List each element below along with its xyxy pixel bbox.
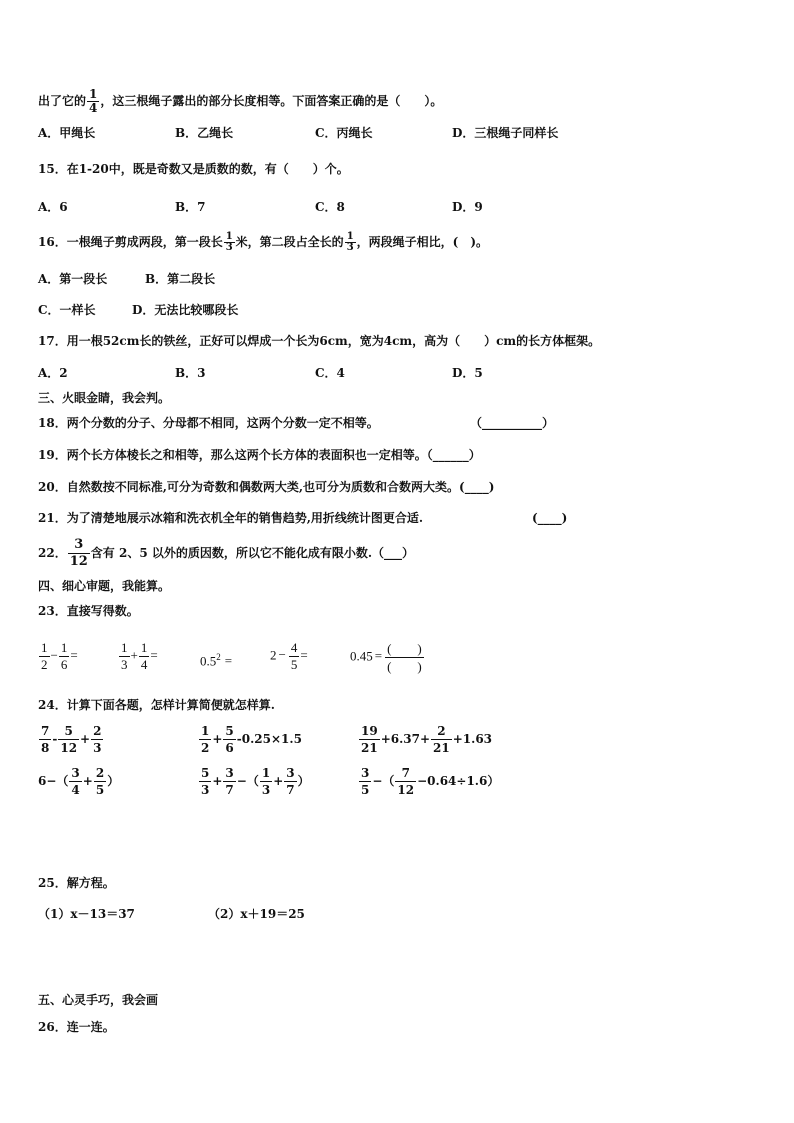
q22-text-body: 含有 2、5 以外的质因数，所以它不能化成有限小数.（___）	[90, 546, 415, 560]
q23-e4-eq: =	[300, 647, 308, 663]
q24-r2c3-d: 12	[397, 783, 415, 797]
q24-r1c3-f1	[359, 723, 380, 756]
q24-text: 24．计算下面各题，怎样计算简便就怎样算.	[38, 698, 275, 712]
q15-option-a: A．6	[38, 200, 68, 214]
q23-e4-whole: 2	[270, 647, 277, 663]
q24-r2c2-f3	[260, 765, 272, 798]
q24-r2c1-a: 3	[71, 766, 80, 780]
q16-f1-num: 1	[225, 231, 233, 242]
q24-r2c2-f4	[284, 765, 296, 798]
q18-text: 18．两个分数的分子、分母都不相同，这两个分数一定不相等。	[38, 416, 379, 430]
q24-r2c2-op2: +	[273, 774, 284, 788]
q17-option-d: D．5	[452, 366, 483, 380]
q22-fraction-num: 3	[74, 537, 84, 552]
q24-expr-r1c3	[358, 723, 492, 756]
q19-text: 19．两个长方体棱长之和相等，那么这两个长方体的表面积也一定相等。（______）	[38, 448, 481, 462]
q24-r1c1-c: 5	[64, 724, 73, 738]
q23-expr-5	[350, 640, 425, 675]
section-3-heading: 三、火眼金睛，我会判。	[38, 391, 171, 405]
q16-option-c: C．一样长	[38, 303, 96, 317]
q24-r1c3-d: 21	[433, 741, 450, 755]
q24-r1c2-op1: +	[212, 732, 223, 746]
q24-r1c3-tail: +1.63	[452, 732, 493, 746]
q23-expr-2	[118, 640, 158, 673]
q16-text	[38, 232, 488, 253]
q14-text-pre: 出了它的	[38, 94, 87, 108]
q16-option-a: A．第一段长	[38, 272, 108, 286]
q23-e1-c: 1	[60, 640, 68, 655]
q24-r2c2-b: 3	[201, 783, 210, 797]
q22-fraction	[68, 537, 90, 570]
q24-r1c1-f3	[91, 723, 103, 756]
q24-r1c3-b: 21	[361, 741, 378, 755]
q24-r2c1-c: 2	[95, 766, 105, 780]
q23-e2-frac-a	[119, 640, 130, 673]
q23-e2-op: +	[130, 647, 138, 663]
q24-r1c1-a: 7	[41, 724, 50, 738]
section-4-heading: 四、细心审题，我能算。	[38, 579, 171, 593]
q16-option-b: B．第二段长	[145, 272, 216, 286]
q16-text-a: 16．一根绳子剪成两段，第一段长	[38, 235, 223, 249]
q16-text-c: ，两段绳子相比，( )。	[356, 235, 489, 249]
q15-text: 15．在1-20中，既是奇数又是质数的数，有（ ）个。	[38, 162, 349, 176]
q16-option-d: D．无法比较哪段长	[132, 303, 239, 317]
q23-expr-3	[200, 649, 232, 669]
q18-answer-blank: （__________）	[470, 416, 555, 430]
q24-r2c1-b: 4	[71, 783, 80, 797]
q24-r1c3-a: 19	[361, 724, 378, 738]
q22-label: 22．	[38, 546, 67, 560]
q14-fraction-den: 4	[89, 101, 98, 115]
q24-r2c3-a: 3	[361, 766, 370, 780]
q24-expr-r2c2	[198, 765, 310, 798]
q16-fraction-1	[224, 232, 235, 253]
q24-r2c3-f2	[395, 765, 416, 798]
q24-r2c1-f2	[94, 765, 106, 798]
q24-r2c3-tail: −0.64÷1.6）	[417, 774, 500, 788]
q24-expr-r1c1	[38, 723, 104, 756]
q23-e1-frac-b	[59, 640, 70, 673]
q23-e5-den-blank[interactable]: ( )	[387, 659, 422, 674]
section-5-heading: 五、心灵手巧，我会画	[38, 993, 159, 1007]
q16-fraction-2	[345, 232, 356, 253]
q23-e4-frac	[289, 640, 300, 673]
q24-r1c3-c: 2	[437, 724, 446, 738]
q23-expr-4	[270, 640, 308, 673]
q24-r1c1-op2: +	[80, 732, 91, 746]
q22-text	[38, 537, 414, 570]
q21-text: 21．为了清楚地展示冰箱和洗衣机全年的销售趋势,用折线统计图更合适.	[38, 511, 424, 525]
q23-expr-1	[38, 640, 78, 673]
q24-r2c2-d: 7	[225, 783, 234, 797]
q24-r1c2-f1	[199, 723, 211, 756]
q23-e3-exp: 2	[216, 652, 221, 662]
q23-e1-eq: =	[70, 647, 78, 663]
q23-e5-eq: =	[374, 648, 383, 664]
q22-fraction-den: 12	[69, 554, 88, 569]
q23-e2-eq: =	[150, 647, 158, 663]
q24-r2c1-pre: 6−（	[38, 774, 69, 788]
q24-expr-r1c2	[198, 723, 302, 756]
q15-option-b: B．7	[175, 200, 206, 214]
q23-e5-frac[interactable]	[385, 640, 424, 675]
q23-e1-a: 1	[41, 640, 48, 655]
q14-fraction-num: 1	[89, 87, 98, 101]
q23-e5-value: 0.45	[350, 648, 373, 664]
q15-option-c: C．8	[315, 200, 345, 214]
q24-r2c1-post: ）	[107, 774, 120, 788]
q24-r2c2-f1	[199, 765, 211, 798]
q23-e3-base: 0.5	[200, 653, 217, 669]
q24-r2c2-post: ）	[297, 774, 310, 788]
q15-option-d: D．9	[452, 200, 483, 214]
q16-f2-num: 1	[346, 231, 354, 242]
q25-text: 25．解方程。	[38, 876, 115, 890]
q14-option-d: D．三根绳子同样长	[452, 126, 559, 140]
q16-f1-den: 3	[225, 242, 233, 253]
q24-r2c2-mid: −（	[236, 774, 259, 788]
q24-r2c2-g: 3	[286, 766, 295, 780]
q24-r2c3-b: 5	[361, 783, 370, 797]
q24-r1c3-mid: +6.37+	[380, 732, 431, 746]
q24-r1c2-d: 6	[225, 741, 234, 755]
q26-text: 26．连一连。	[38, 1020, 115, 1034]
q23-e1-b: 2	[41, 657, 48, 672]
q16-f2-den: 3	[346, 242, 354, 253]
q14-continuation	[38, 88, 442, 115]
q24-r1c1-b: 8	[41, 741, 50, 755]
q16-text-b: 米，第二段占全长的	[235, 235, 344, 249]
q23-e2-b: 3	[121, 657, 128, 672]
q14-text-post: ，这三根绳子露出的部分长度相等。下面答案正确的是（ ）。	[100, 94, 443, 108]
q24-r1c1-f: 3	[93, 741, 102, 755]
q23-e2-c: 1	[140, 640, 148, 655]
q17-option-b: B．3	[175, 366, 206, 380]
q24-r1c2-b: 2	[201, 741, 210, 755]
q14-option-c: C．丙绳长	[315, 126, 373, 140]
q24-r2c1-op: +	[82, 774, 93, 788]
q14-fraction	[87, 88, 99, 115]
q23-e4-d: 5	[290, 657, 298, 672]
q17-option-a: A．2	[38, 366, 68, 380]
q24-r2c3-f1	[359, 765, 371, 798]
q24-r1c1-f1	[39, 723, 51, 756]
q24-r2c2-a: 5	[201, 766, 210, 780]
q23-e4-op: −	[278, 647, 286, 663]
q24-expr-r2c1	[38, 765, 119, 798]
q24-r2c3-c: 7	[401, 766, 410, 780]
q23-e3-eq: =	[224, 653, 233, 669]
q24-r2c3-mid: −（	[372, 774, 395, 788]
q25-equation-2: （2）x＋19＝25	[208, 907, 305, 921]
q24-r1c2-c: 5	[225, 724, 234, 738]
q24-expr-r2c3	[358, 765, 499, 798]
q24-r2c2-e: 1	[261, 766, 271, 780]
q17-text: 17．用一根52cm长的铁丝，正好可以焊成一个长为6cm，宽为4cm，高为（ ）cm的长方体框架。	[38, 334, 601, 348]
q24-r2c2-f2	[223, 765, 235, 798]
q23-e4-n: 4	[290, 640, 298, 655]
q23-e1-op: −	[50, 647, 58, 663]
q21-answer-blank: (____)	[532, 511, 568, 525]
q24-r1c3-f2	[431, 723, 452, 756]
q24-r2c2-f: 3	[261, 783, 271, 797]
q24-r2c2-c: 3	[225, 766, 234, 780]
q24-r1c1-op1: -	[52, 732, 58, 746]
q24-r1c1-d: 12	[60, 741, 78, 755]
q24-r1c2-tail: -0.25×1.5	[236, 732, 302, 746]
q14-option-a: A．甲绳长	[38, 126, 96, 140]
q23-e1-d: 6	[60, 657, 68, 672]
q23-e5-num-blank[interactable]: ( )	[387, 641, 422, 656]
q24-r1c2-a: 1	[201, 724, 210, 738]
q24-r1c2-f2	[223, 723, 235, 756]
q25-equation-1: （1）x－13＝37	[38, 907, 135, 921]
q23-e2-a: 1	[121, 640, 128, 655]
q24-r2c1-f1	[69, 765, 81, 798]
q14-option-b: B．乙绳长	[175, 126, 234, 140]
q23-text: 23．直接写得数。	[38, 604, 139, 618]
q24-r2c2-h: 7	[286, 783, 295, 797]
q23-e2-frac-b	[139, 640, 150, 673]
q20-text: 20．自然数按不同标准,可分为奇数和偶数两大类,也可分为质数和合数两大类。(____)	[38, 480, 495, 494]
q23-e1-frac-a	[39, 640, 50, 673]
q23-e2-d: 4	[140, 657, 148, 672]
q24-r1c1-f2	[58, 723, 79, 756]
q24-r1c1-e: 2	[93, 724, 102, 738]
q24-r2c1-d: 5	[95, 783, 105, 797]
q17-option-c: C．4	[315, 366, 345, 380]
q24-r2c2-op1: +	[212, 774, 223, 788]
